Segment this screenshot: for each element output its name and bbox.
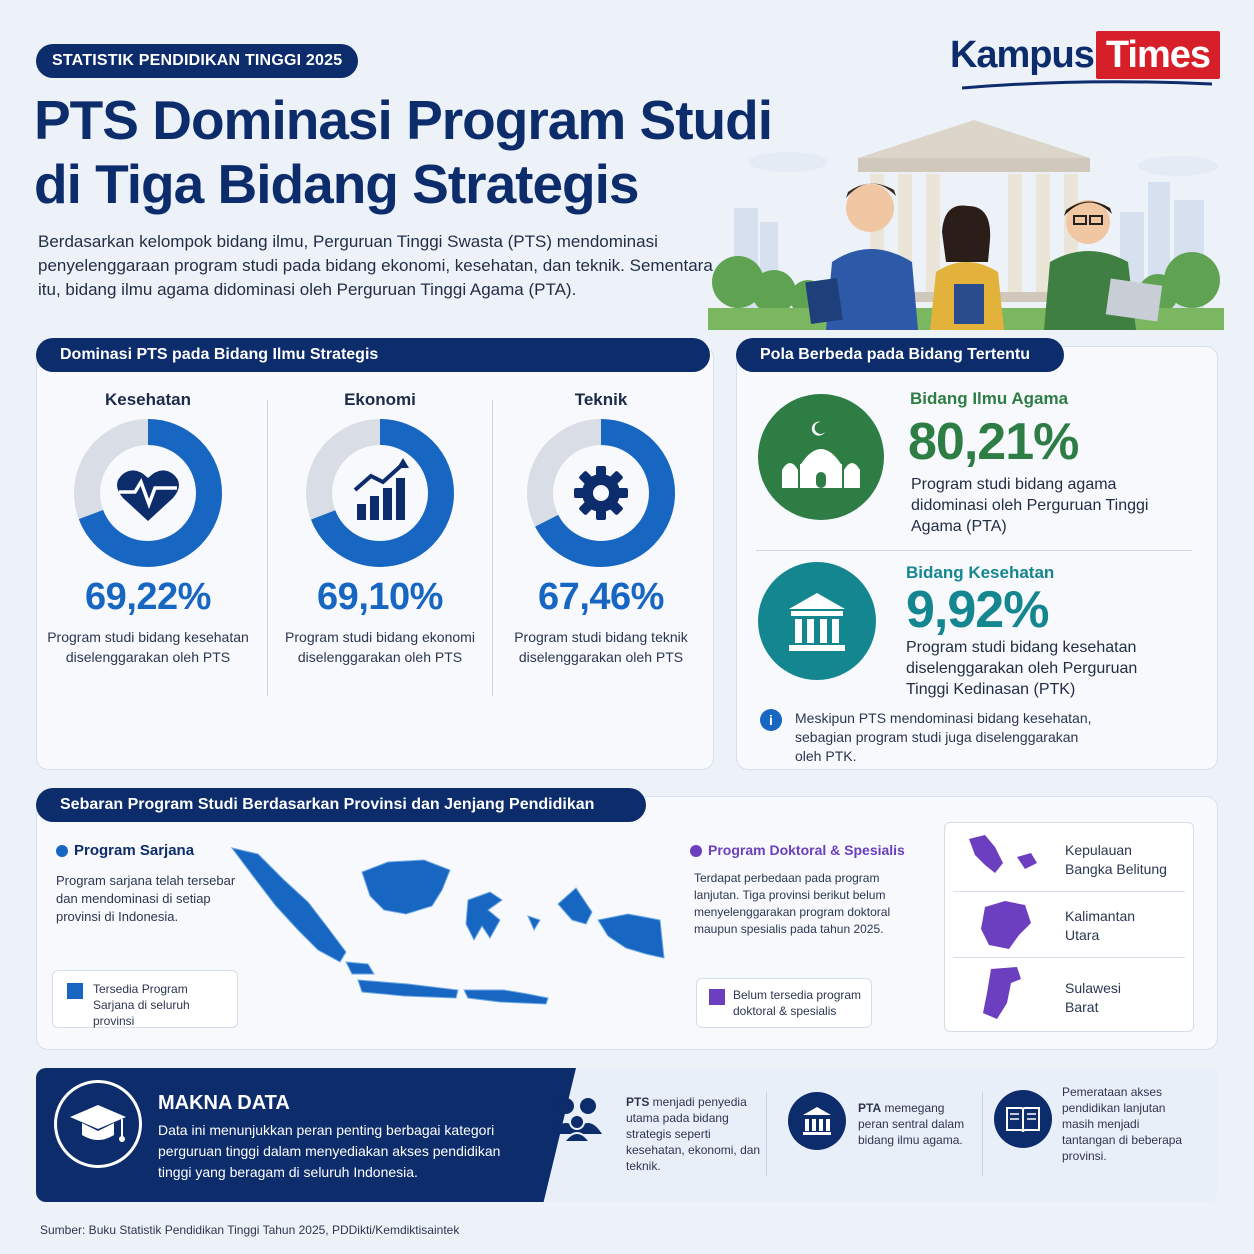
title-line-2: di Tiga Bidang Strategis (34, 153, 639, 215)
point-text: memegang peran sentral dalam bidang ilmu agama. (858, 1101, 965, 1147)
bangka-belitung-map-icon (965, 829, 1039, 883)
row-divider (756, 550, 1192, 551)
point-keyword: PTS (626, 1095, 650, 1109)
agama-description: Program studi bidang agama didominasi oleh Perguruan Tinggi Agama (PTA) (911, 476, 1149, 535)
stat-name: Teknik (574, 390, 628, 409)
sarjana-legend-text: Tersedia Program Sarjana di seluruh provinsi (93, 982, 190, 1028)
stat-description (38, 627, 258, 667)
list-divider (953, 957, 1185, 958)
point-text: Pemerataan akses pendidikan lanjutan masih menjadi tantangan di beberapa provinsi. (1062, 1085, 1183, 1163)
doktoral-dot-icon (690, 845, 702, 857)
makna-title: MAKNA DATA (158, 1092, 290, 1114)
province-list (944, 822, 1194, 1032)
desc-line: diselenggarakan oleh PTS (65, 649, 231, 665)
kesehatan-ptk-description: Program studi bidang kesehatan diselenggarakan oleh Perguruan Tinggi Kedinasan (PTK) (906, 639, 1138, 698)
stat-name: Ekonomi (344, 390, 416, 409)
desc-line: diselenggarakan oleh PTS (518, 649, 684, 665)
chart-growth-icon (305, 418, 455, 568)
page-title (34, 88, 794, 216)
indonesia-map (228, 840, 668, 1020)
kesehatan-ptk-percentage: 9,92% (906, 581, 1049, 639)
gear-icon (526, 418, 676, 568)
campus-students-illustration (708, 112, 1224, 330)
desc-line: Program studi bidang kesehatan (47, 629, 249, 645)
donut-chart (73, 418, 223, 568)
agama-percentage: 80,21% (908, 413, 1079, 471)
stat-percentage: 67,46% (538, 576, 664, 618)
province-name: Barat (1065, 999, 1099, 1015)
stat-percentage: 69,22% (85, 576, 211, 618)
province-name: Kalimantan (1065, 908, 1136, 924)
sarjana-description: Program sarjana telah tersebar dan mendominasi di setiap provinsi di Indonesia. (56, 873, 236, 924)
dominasi-heading: Dominasi PTS pada Bidang Ilmu Strategis (36, 338, 710, 372)
sarjana-title-text: Program Sarjana (74, 842, 195, 859)
point-divider (766, 1092, 767, 1176)
donut-chart (305, 418, 455, 568)
stat-percentage: 69,10% (317, 576, 443, 618)
sarjana-title (56, 842, 194, 859)
desc-line: Program studi bidang ekonomi (285, 629, 475, 645)
category-tag: STATISTIK PENDIDIKAN TINGGI 2025 (36, 44, 358, 78)
graduation-cap-icon (54, 1080, 142, 1168)
doktoral-legend-text: Belum tersedia program doktoral & spesialis (733, 988, 862, 1018)
doktoral-title (690, 842, 905, 858)
point-divider (982, 1092, 983, 1176)
province-item (1065, 979, 1121, 1017)
makna-description: Data ini menunjukkan peran penting berbagai kategori perguruan tinggi dalam menyediakan akses pendidikan tinggi yang beragam di seluruh Indonesia. (158, 1122, 501, 1180)
stat-description (270, 627, 490, 667)
sarjana-legend (52, 970, 238, 1028)
brand-logo (950, 28, 1220, 82)
makna-point-pta (858, 1100, 976, 1148)
province-item (1065, 841, 1167, 879)
province-name: Kepulauan (1065, 842, 1132, 858)
book-icon (994, 1090, 1052, 1148)
point-keyword: PTA (858, 1101, 882, 1115)
agama-title: Bidang Ilmu Agama (910, 389, 1069, 408)
institution-icon (788, 1092, 846, 1150)
people-group-icon (550, 1094, 604, 1142)
makna-data-section (36, 1068, 1218, 1202)
kesehatan-ptk-title: Bidang Kesehatan (906, 563, 1055, 582)
legend-swatch-blue (67, 983, 83, 999)
doktoral-description: Terdapat perbedaan pada program lanjutan. Tiga provinsi berikut belum menyelenggarakan program doktoral maupun spesialis pada tahun 2025. (694, 871, 891, 936)
pola-note: Meskipun PTS mendominasi bidang kesehatan, sebagian program studi juga diselenggarakan oleh PTK. (795, 710, 1092, 764)
info-icon: i (760, 709, 782, 731)
doktoral-title-text: Program Doktoral & Spesialis (708, 842, 905, 858)
source-note: Sumber: Buku Statistik Pendidikan Tinggi Tahun 2025, PDDikti/Kemdiktisaintek (40, 1223, 460, 1237)
kalimantan-utara-map-icon (975, 897, 1035, 955)
province-item (1065, 907, 1135, 945)
pola-heading: Pola Berbeda pada Bidang Tertentu (736, 338, 1064, 372)
stat-kesehatan (38, 390, 258, 667)
brand-name-part2: Times (1096, 31, 1220, 79)
brand-name-part1: Kampus (949, 33, 1094, 76)
sebaran-heading: Sebaran Program Studi Berdasarkan Provinsi dan Jenjang Pendidikan (36, 788, 646, 822)
heart-pulse-icon (73, 418, 223, 568)
sarjana-dot-icon (56, 845, 68, 857)
makna-point-pts (626, 1094, 766, 1174)
desc-line: diselenggarakan oleh PTS (297, 649, 463, 665)
list-divider (953, 891, 1185, 892)
sulawesi-barat-map-icon (977, 963, 1027, 1025)
desc-line: Program studi bidang teknik (514, 629, 688, 645)
legend-swatch-purple (709, 989, 725, 1005)
column-divider (267, 400, 268, 696)
makna-point-pemerataan (1062, 1084, 1196, 1164)
province-name: Utara (1065, 927, 1100, 943)
stat-teknik (491, 390, 711, 667)
stat-description (491, 627, 711, 667)
institution-icon (758, 562, 876, 680)
intro-paragraph: Berdasarkan kelompok bidang ilmu, Perguruan Tinggi Swasta (PTS) mendominasi penyelenggaraan program studi pada bidang ekonomi, kesehatan, dan teknik. Sementara itu, bidang ilmu agama didominasi oleh Perguruan Tinggi Agama (PTA). (38, 232, 713, 299)
province-name: Bangka Belitung (1065, 861, 1167, 877)
mosque-icon (758, 394, 884, 520)
stat-name: Kesehatan (105, 390, 191, 409)
title-line-1: PTS Dominasi Program Studi (34, 89, 773, 151)
point-text: menjadi penyedia utama pada bidang strategis seperti kesehatan, ekonomi, dan teknik. (626, 1095, 761, 1173)
donut-chart (526, 418, 676, 568)
doktoral-legend (696, 978, 872, 1028)
stat-ekonomi (270, 390, 490, 667)
province-name: Sulawesi (1065, 980, 1122, 996)
brand-swoosh-icon (962, 80, 1212, 90)
